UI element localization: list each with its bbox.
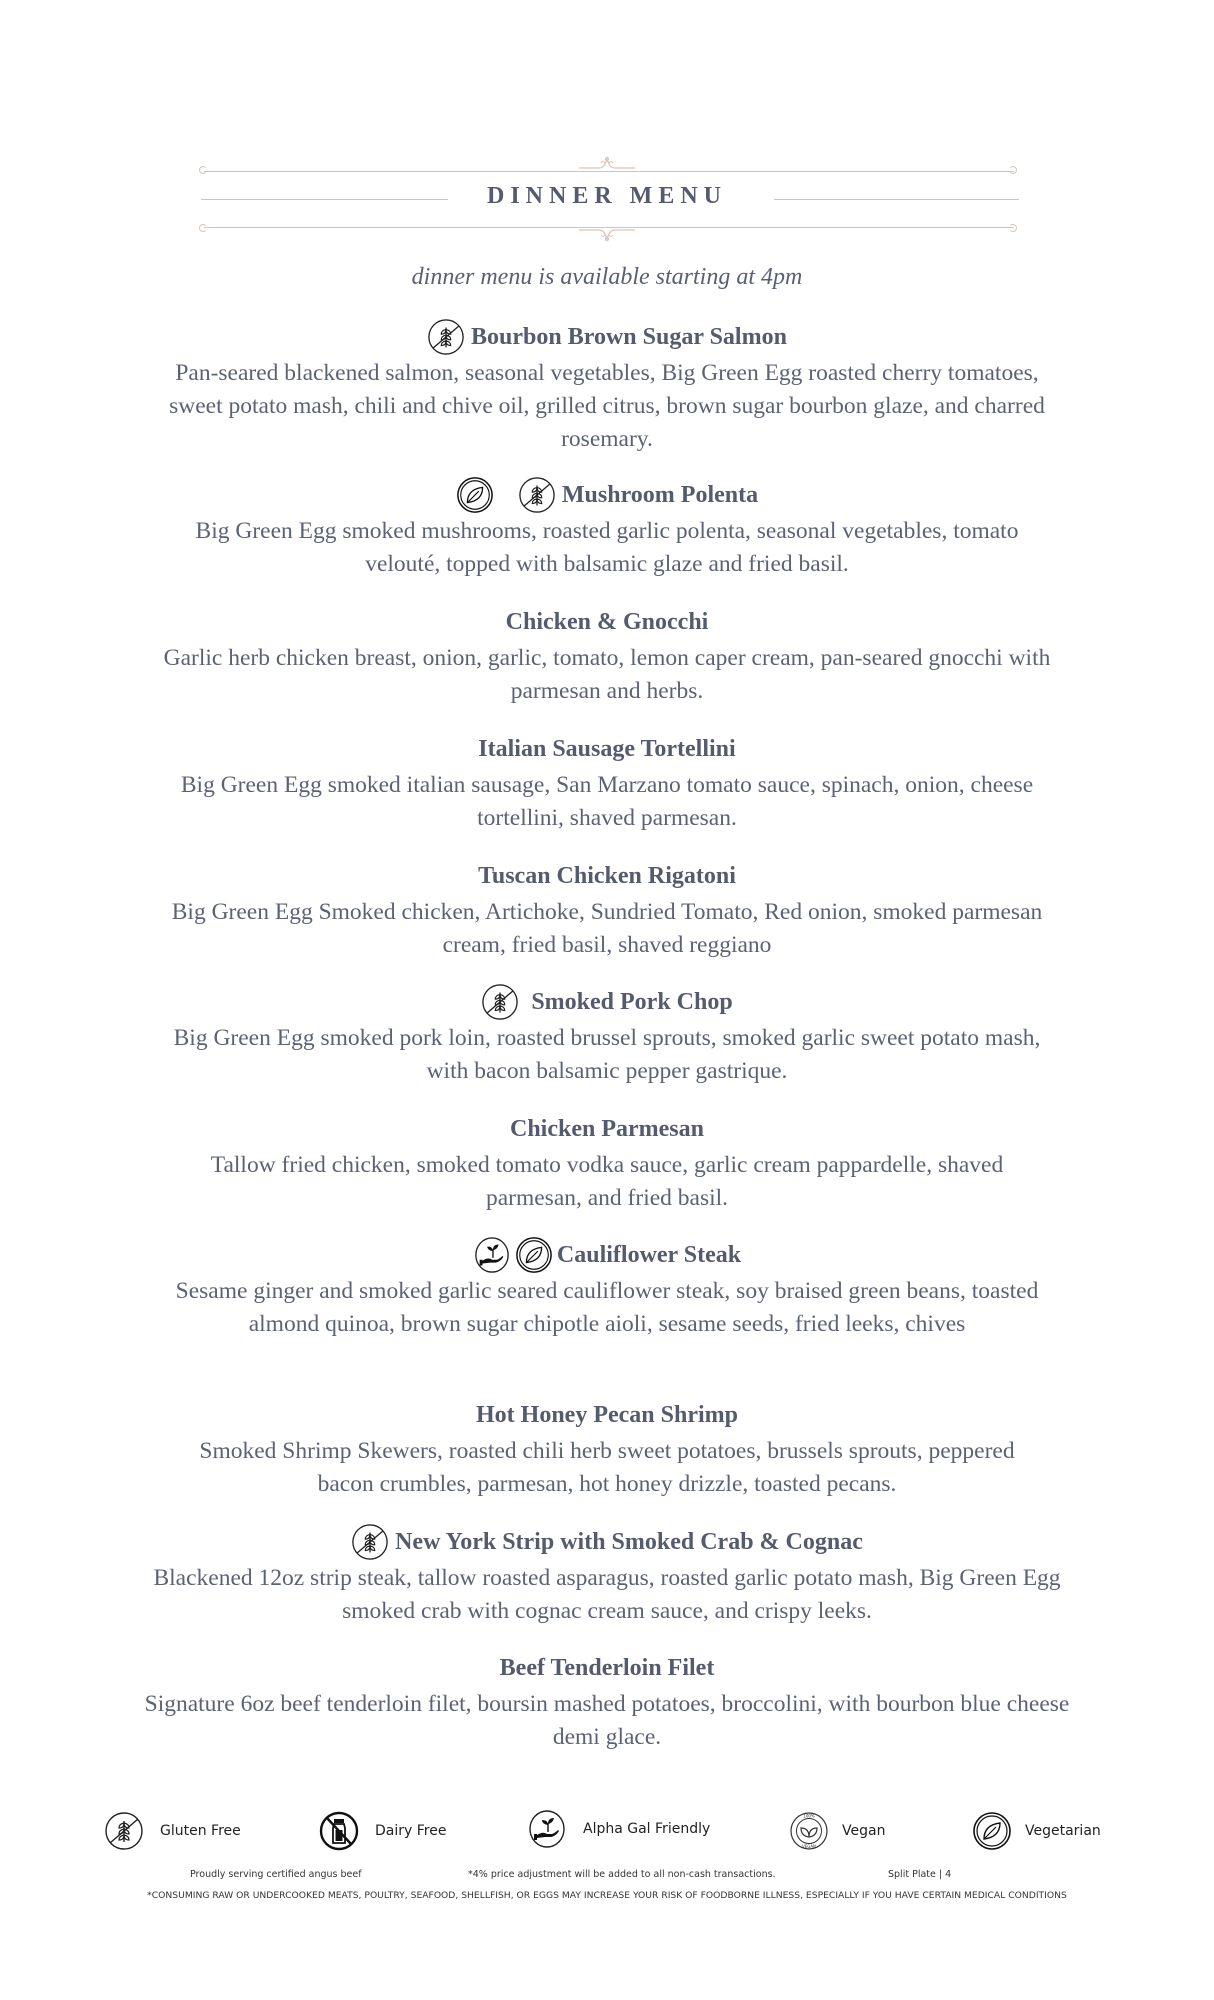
menu-item [120, 317, 1094, 456]
menu-item [120, 1648, 1094, 1754]
item-name: New York Strip with Smoked Crab & Cognac [395, 1528, 863, 1555]
vegan-icon [789, 1811, 829, 1851]
item-name: Chicken & Gnocchi [505, 608, 709, 635]
vegetarian-icon [515, 1236, 553, 1274]
dietary-legend [0, 1810, 1214, 1852]
menu-item [120, 1395, 1094, 1501]
vegetarian-icon [456, 476, 494, 514]
menu-item [120, 729, 1094, 835]
menu-availability-note: dinner menu is available starting at 4pm [411, 264, 803, 290]
menu-item [120, 475, 1094, 581]
gluten-free-icon [351, 1523, 389, 1561]
item-description: Big Green Egg Smoked chicken, Artichoke, Sundried Tomato, Red onion, smoked parmesan cream, fried basil, shaved reggiano [171, 899, 1043, 958]
price-adjustment-note: *4% price adjustment will be added to all non-cash transactions. [468, 1869, 776, 1880]
legend-label: Dairy Free [375, 1823, 447, 1839]
ornament-top-icon [577, 156, 637, 170]
split-plate-note: Split Plate | 4 [888, 1869, 952, 1880]
legend-vegan [789, 1810, 885, 1852]
frame-curl [199, 166, 207, 174]
dairy-free-icon [319, 1811, 359, 1851]
frame-curl [1009, 224, 1017, 232]
item-name: Bourbon Brown Sugar Salmon [471, 323, 787, 350]
item-description: Signature 6oz beef tenderloin filet, boursin mashed potatoes, broccolini, with bourbon blue cheese demi glace. [144, 1691, 1070, 1750]
gluten-free-icon [518, 476, 556, 514]
alpha-gal-friendly-icon [473, 1236, 511, 1274]
item-name: Beef Tenderloin Filet [499, 1654, 715, 1681]
foodborne-illness-warning: *CONSUMING RAW OR UNDERCOOKED MEATS, POULTRY, SEAFOOD, SHELLFISH, OR EGGS MAY INCREASE YOUR RISK OF FOODBORNE ILLNESS, ESPECIALLY IF YOU HAVE CERTAIN MEDICAL CONDITIONS [147, 1890, 1067, 1901]
legend-label: Gluten Free [160, 1823, 241, 1839]
page-title: DINNER MENU [487, 183, 727, 209]
item-description: Garlic herb chicken breast, onion, garlic, tomato, lemon caper cream, pan-seared gnocchi with parmesan and herbs. [163, 645, 1051, 704]
ornament-bottom-icon [577, 228, 637, 242]
legend-label: Alpha Gal Friendly [583, 1821, 711, 1837]
item-description: Big Green Egg smoked italian sausage, San Marzano tomato sauce, spinach, onion, cheese tortellini, shaved parmesan. [180, 772, 1034, 831]
item-name: Hot Honey Pecan Shrimp [476, 1401, 738, 1428]
item-name: Tuscan Chicken Rigatoni [478, 862, 736, 889]
gluten-free-icon [104, 1811, 144, 1851]
frame-curl [199, 224, 207, 232]
item-name: Cauliflower Steak [556, 1241, 742, 1268]
item-description: Blackened 12oz strip steak, tallow roasted asparagus, roasted garlic potato mash, Big Green Egg smoked crab with cognac cream sauce, and crispy leeks. [153, 1565, 1061, 1624]
item-description: Tallow fried chicken, smoked tomato vodka sauce, garlic cream pappardelle, shaved parmesan, and fried basil. [210, 1152, 1004, 1211]
item-description: Big Green Egg smoked pork loin, roasted brussel sprouts, smoked garlic sweet potato mash, with bacon balsamic pepper gastrique. [173, 1025, 1041, 1084]
item-description: Pan-seared blackened salmon, seasonal vegetables, Big Green Egg roasted cherry tomatoes, sweet potato mash, chili and chive oil, grilled citrus, brown sugar bourbon glaze, and charred rosemary. [169, 360, 1045, 452]
legend-dairy-free [319, 1810, 446, 1852]
menu-item [120, 1522, 1094, 1628]
legend-vegetarian [972, 1810, 1101, 1852]
menu-item [120, 602, 1094, 708]
vegetarian-icon [972, 1811, 1012, 1851]
frame-curl [1009, 166, 1017, 174]
legend-gluten-free [104, 1810, 241, 1852]
menu-item [120, 1235, 1094, 1341]
legend-alpha-gal-friendly [527, 1808, 710, 1850]
frame-top-line [204, 171, 1014, 172]
alpha-gal-friendly-icon [527, 1809, 567, 1849]
item-description: Smoked Shrimp Skewers, roasted chili herb sweet potatoes, brussels sprouts, peppered bacon crumbles, parmesan, hot honey drizzle, toasted pecans. [199, 1438, 1015, 1497]
legend-label: Vegan [842, 1823, 886, 1839]
legend-label: Vegetarian [1025, 1823, 1101, 1839]
item-name: Mushroom Polenta [561, 481, 759, 508]
menu-item [120, 1109, 1094, 1215]
item-name: Smoked Pork Chop [531, 988, 733, 1015]
gluten-free-icon [481, 983, 519, 1021]
menu-item [120, 856, 1094, 962]
menu-item [120, 982, 1094, 1088]
angus-beef-note: Proudly serving certified angus beef [190, 1869, 362, 1880]
gluten-free-icon [427, 318, 465, 356]
item-name: Chicken Parmesan [510, 1115, 704, 1142]
item-name: Italian Sausage Tortellini [478, 735, 736, 762]
item-description: Big Green Egg smoked mushrooms, roasted garlic polenta, seasonal vegetables, tomato velouté, topped with balsamic glaze and fried basil. [195, 518, 1019, 577]
item-description: Sesame ginger and smoked garlic seared cauliflower steak, soy braised green beans, toasted almond quinoa, brown sugar chipotle aioli, sesame seeds, fried leeks, chives [175, 1278, 1039, 1337]
